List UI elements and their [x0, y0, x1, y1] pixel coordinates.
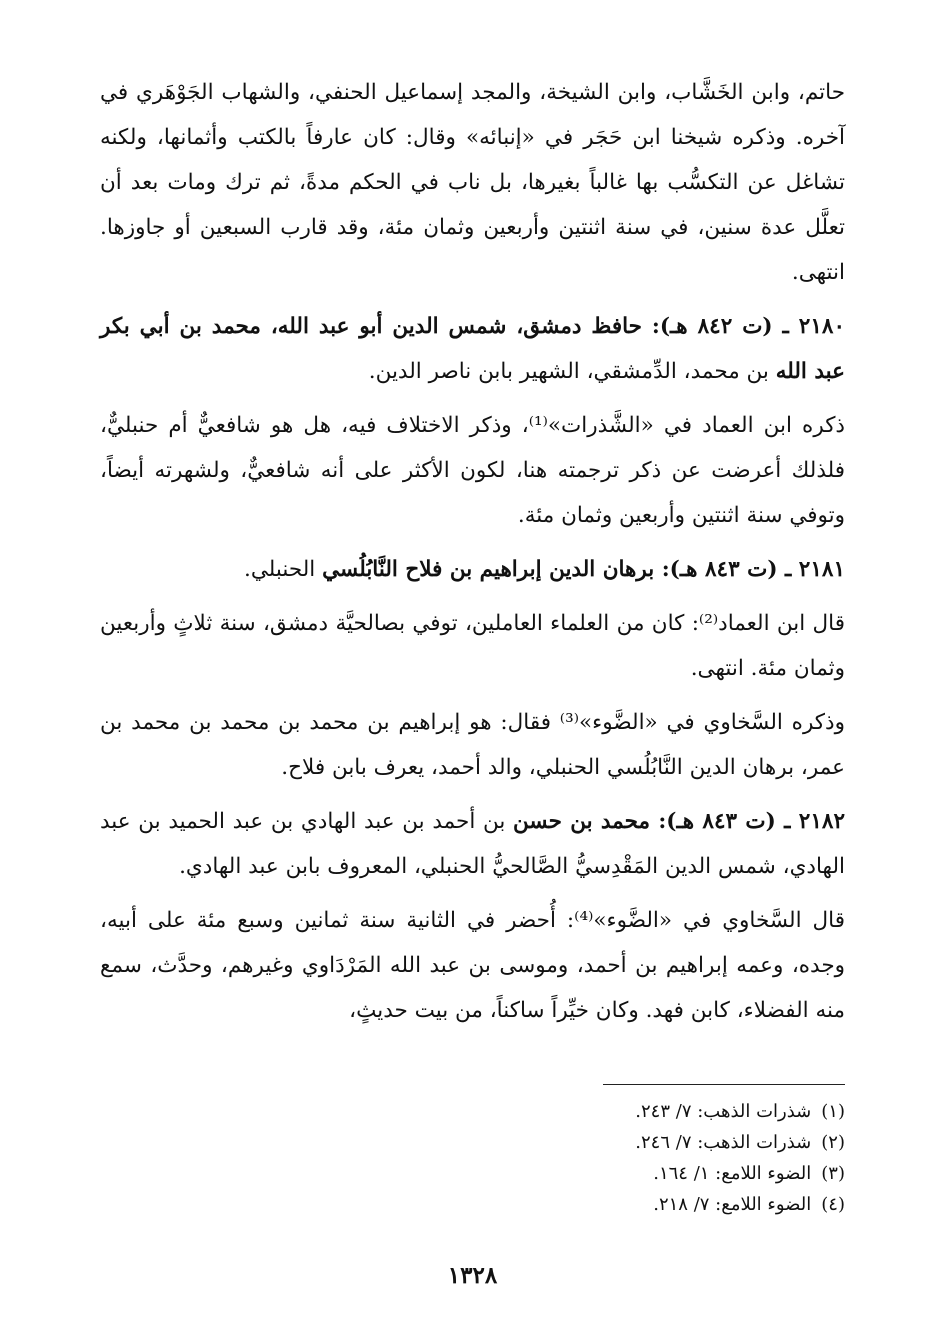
footnote	[100, 1189, 845, 1220]
paragraph	[100, 700, 845, 790]
footnote-text: الضوء اللامع: ٧/ ٢١٨.	[653, 1194, 812, 1215]
footnote-number: (٤)	[821, 1194, 845, 1215]
paragraph	[100, 403, 845, 538]
footnote-text: الضوء اللامع: ١/ ١٦٤.	[653, 1163, 812, 1184]
paragraph	[100, 547, 845, 592]
footnote	[100, 1158, 845, 1189]
paragraph-text: قال ابن العماد⁽²⁾: كان من العلماء العاملين، توفي بصالحيَّة دمشق، سنة ثلاثٍ وأربعين وثمان مئة. انتهى.	[100, 611, 845, 681]
paragraph-text: قال السَّخاوي في «الضَّوء»⁽⁴⁾: أُحضر في الثانية سنة ثمانين وسبع مئة على أبيه، وجده، وعمه إبراهيم بن أحمد، وموسى بن عبد الله المَرْدَاوي وغيرهم، وحدَّث، سمع منه الفضلاء، كابن فهد. وكان خيِّراً ساكناً، من بيت حديثٍ،	[100, 908, 845, 1023]
page-number: ١٣٢٨	[447, 1262, 498, 1289]
paragraph	[100, 601, 845, 691]
footnote-separator	[603, 1084, 845, 1085]
paragraph	[100, 70, 845, 295]
footnote-text: شذرات الذهب: ٧/ ٢٤٦.	[635, 1132, 812, 1153]
footnotes	[100, 1096, 845, 1220]
main-text	[100, 70, 845, 1033]
paragraph-text: حاتم، وابن الخَشَّاب، وابن الشيخة، والمجد إسماعيل الحنفي، والشهاب الجَوْهَري في آخره. وذكره شيخنا ابن حَجَر في «إنبائه» وقال: كان عارفاً بالكتب وأثمانها، ولكنه تشاغل عن التكسُّب بها غالباً بغيرها، بل ناب في الحكم مدةً، ثم ترك ومات بعد أن تعلَّل عدة سنين، في سنة اثنتين وأربعين وثمان مئة، وقد قارب السبعين أو جاوزها. انتهى.	[100, 80, 845, 285]
footnote	[100, 1096, 845, 1127]
entry-heading: ٢١٨٠ ـ (ت ٨٤٢ هـ): حافظ دمشق، شمس الدين أبو عبد الله، محمد بن أبي بكر عبد الله	[100, 314, 845, 384]
paragraph-text: الحنبلي.	[244, 557, 323, 582]
footnote-text: شذرات الذهب: ٧/ ٢٤٣.	[635, 1101, 812, 1122]
paragraph-text: وذكره السَّخاوي في «الضَّوء»⁽³⁾ فقال: هو إبراهيم بن محمد بن محمد بن محمد بن عمر، برهان الدين النَّابُلُسي الحنبلي، والد أحمد، يعرف بابن فلاح.	[100, 710, 845, 780]
paragraph-text: بن محمد، الدِّمشقي، الشهير بابن ناصر الدين.	[368, 359, 776, 384]
entry-heading: ٢١٨١ ـ (ت ٨٤٣ هـ): برهان الدين إبراهيم بن فلاح النَّابُلُسي	[322, 557, 845, 582]
footnote	[100, 1127, 845, 1158]
paragraph	[100, 799, 845, 889]
footnote-number: (٢)	[821, 1132, 845, 1153]
footnote-number: (١)	[821, 1101, 845, 1122]
paragraph	[100, 304, 845, 394]
paragraph	[100, 898, 845, 1033]
paragraph-text: بن أحمد بن عبد الهادي بن عبد الحميد بن عبد الهادي، شمس الدين المَقْدِسيُّ الصَّالحيُّ الحنبلي، المعروف بابن عبد الهادي.	[100, 809, 845, 879]
footnote-number: (٣)	[821, 1163, 845, 1184]
entry-heading: ٢١٨٢ ـ (ت ٨٤٣ هـ): محمد بن حسن	[513, 809, 845, 834]
paragraph-text: ذكره ابن العماد في «الشَّذرات»⁽¹⁾، وذكر الاختلاف فيه، هل هو شافعيٌّ أم حنبليٌّ، فلذلك أعرضت عن ذكر ترجمته هنا، لكون الأكثر على أنه شافعيٌّ، ولشهرته أيضاً، وتوفي سنة اثنتين وأربعين وثمان مئة.	[100, 413, 845, 528]
